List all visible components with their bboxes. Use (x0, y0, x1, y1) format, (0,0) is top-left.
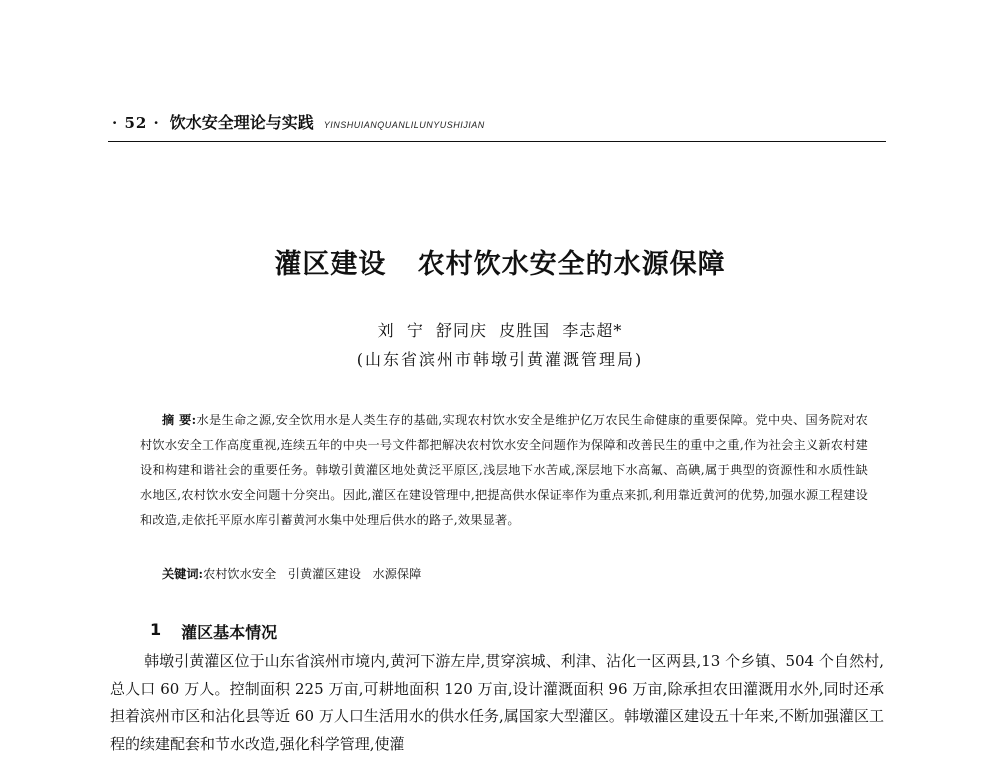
article-title: 灌区建设 农村饮水安全的水源保障 (274, 249, 726, 280)
running-header (112, 110, 882, 140)
keywords (162, 563, 862, 585)
journal-title-en: YINSHUIANQUANLILUNYUSHIJIAN (323, 120, 485, 130)
page-number: · 52 · (112, 114, 160, 132)
article-authors: 刘 宁 舒同庆 皮胜国 李志超* (377, 321, 623, 340)
keywords-text: 农村饮水安全 引黄灌区建设 水源保障 (203, 567, 422, 581)
body-paragraph-text: 韩墩引黄灌区位于山东省滨州市境内,黄河下游左岸,贯穿滨城、利津、沾化一区两县,13 个乡镇、504 个自然村,总人口 60 万人。控制面积 225 万亩,可耕地面积 120 万亩,设计灌溉面积 96 万亩,除承担农田灌溉用水外,同时还承担着滨州市区和沾化县等近 60 万人口生活用水的供水任务,属国家大型灌区。韩墩灌区建设五十年来,不断加强灌区工程的续建配套和节水改造,强化科学管理,使灌 (110, 652, 884, 753)
abstract (140, 408, 868, 533)
abstract-text: 水是生命之源,安全饮用水是人类生存的基础,实现农村饮水安全是维护亿万农民生命健康的重要保障。党中央、国务院对农村饮水安全工作高度重视,连续五年的中央一号文件都把解决农村饮水安全问题作为保障和改善民生的重中之重,作为社会主义新农村建设和构建和谐社会的重要任务。韩墩引黄灌区地处黄泛平原区,浅层地下水苦咸,深层地下水高氟、高碘,属于典型的资源性和水质性缺水地区,农村饮水安全问题十分突出。因此,灌区在建设管理中,把提高供水保证率作为重点来抓,利用靠近黄河的优势,加强水源工程建设和改造,走依托平原水库引蓄黄河水集中处理后供水的路子,效果显著。 (140, 413, 869, 527)
abstract-label: 摘 要: (162, 413, 197, 427)
section-number: 1 (150, 620, 162, 639)
section-heading (150, 620, 750, 643)
article-affiliation: (山东省滨州市韩墩引黄灌溉管理局) (356, 350, 644, 369)
keywords-label: 关键词: (162, 567, 204, 581)
header-rule (108, 141, 886, 142)
section-title: 灌区基本情况 (181, 623, 278, 642)
journal-title-cn: 饮水安全理论与实践 (169, 113, 314, 132)
body-paragraph (110, 648, 884, 758)
